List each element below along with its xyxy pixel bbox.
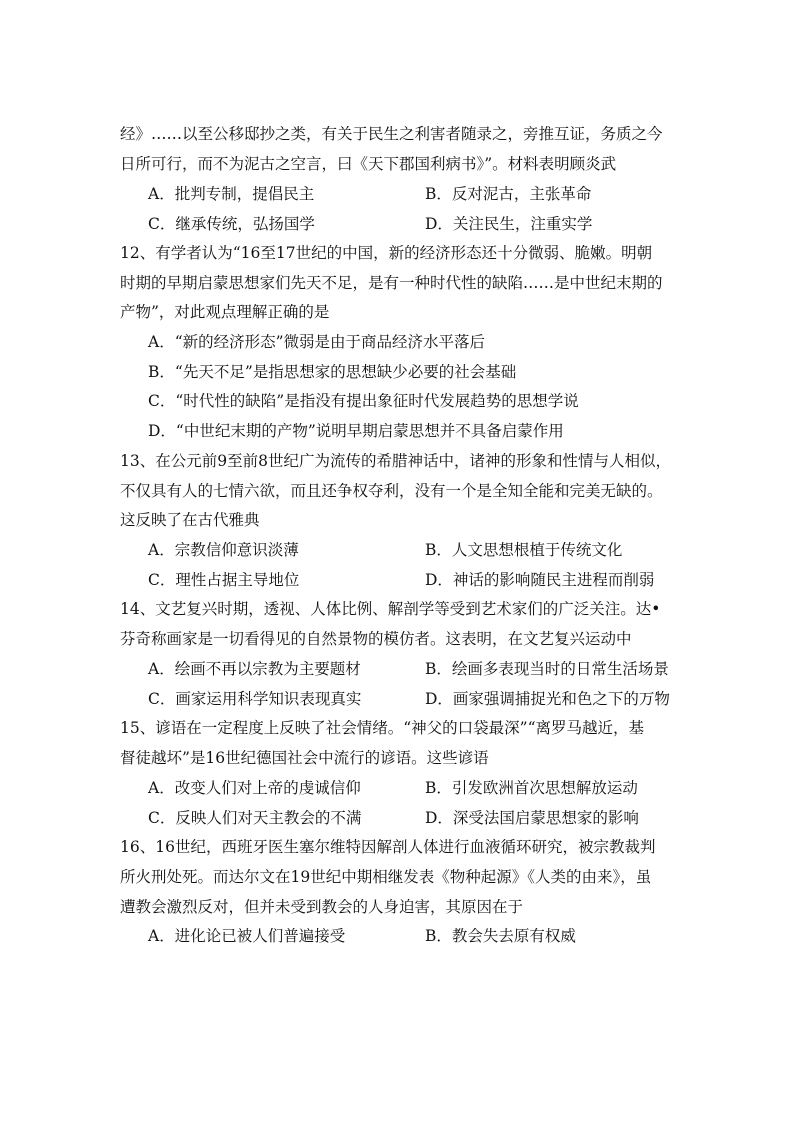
q14-option-b: B．绘画多表现当时的日常生活场景 [425,660,669,678]
q16-line-3: 遭教会激烈反对，但并未受到教会的人身迫害，其原因在于 [120,898,524,916]
q14-option-c: C．画家运用科学知识表现真实 [148,690,362,708]
q16-line-1: 16、16世纪，西班牙医生塞尔维特因解剖人体进行血液循环研究，被宗教裁判 [120,838,656,856]
q12-option-b: B．“先天不足”是指思想家的思想缺少必要的社会基础 [148,363,517,381]
q11-option-d: D．关注民生，注重实学 [425,215,593,233]
q16-line-2: 所火刑处死。而达尔文在19世纪中期相继发表《物种起源》《人类的由来》，虽 [120,868,652,886]
q12-line-3: 产物”，对此观点理解正确的是 [120,303,330,321]
q15-option-d: D．深受法国启蒙思想家的影响 [425,809,639,827]
q14-option-d: D．画家强调捕捉光和色之下的万物 [425,690,670,708]
q12-option-d: D．“中世纪末期的产物”说明早期启蒙思想并不具备启蒙作用 [148,422,564,440]
q15-option-b: B．引发欧洲首次思想解放运动 [425,779,638,797]
q13-option-d: D．神话的影响随民主进程而削弱 [425,571,655,589]
q13-option-b: B．人文思想根植于传统文化 [425,541,623,559]
q11-option-a: A．批判专制，提倡民主 [148,185,315,203]
q15-option-c: C．反映人们对天主教会的不满 [148,809,362,827]
q16-option-a: A．进化论已被人们普遍接受 [148,927,346,945]
q15-option-a: A．改变人们对上帝的虔诚信仰 [148,779,361,797]
q12-option-a: A．“新的经济形态”微弱是由于商品经济水平落后 [148,333,486,351]
q13-line-1: 13、在公元前9至前8世纪广为流传的希腊神话中，诸神的形象和性情与人相似， [120,452,671,470]
q11-option-c: C．继承传统，弘扬国学 [148,215,315,233]
q11-option-b: B．反对泥古，主张革命 [425,185,592,203]
q11-line-1: 经》……以至公移邸抄之类，有关于民生之利害者随录之，旁推互证，务质之今 [120,125,663,143]
q11-line-2: 日所可行，而不为泥古之空言，曰《天下郡国利病书》”。材料表明顾炎武 [120,155,617,173]
q14-option-a: A．绘画不再以宗教为主要题材 [148,660,361,678]
q12-line-1: 12、有学者认为“16至17世纪的中国，新的经济形态还十分微弱、脆嫩。明朝 [120,244,653,262]
q16-option-b: B．教会失去原有权威 [425,927,576,945]
q15-line-2: 督徒越坏”是16世纪德国社会中流行的谚语。这些谚语 [120,749,489,767]
q13-option-a: A．宗教信仰意识淡薄 [148,541,299,559]
q13-line-3: 这反映了在古代雅典 [120,511,260,529]
q12-line-2: 时期的早期启蒙思想家们先天不足，是有一种时代性的缺陷……是中世纪末期的 [120,274,663,292]
q12-option-c: C．“时代性的缺陷”是指没有提出象征时代发展趋势的思想学说 [148,392,579,410]
q15-line-1: 15、谚语在一定程度上反映了社会情绪。“神父的口袋最深”“离罗马越近，基 [120,719,644,737]
q14-line-1: 14、文艺复兴时期，透视、人体比例、解剖学等受到艺术家们的广泛关注。达• [120,600,661,618]
q13-option-c: C．理性占据主导地位 [148,571,300,589]
q14-line-2: 芬奇称画家是一切看得见的自然景物的模仿者。这表明，在文艺复兴运动中 [120,630,632,648]
q13-line-2: 不仅具有人的七情六欲，而且还争权夺利，没有一个是全知全能和完美无缺的。 [120,482,663,500]
